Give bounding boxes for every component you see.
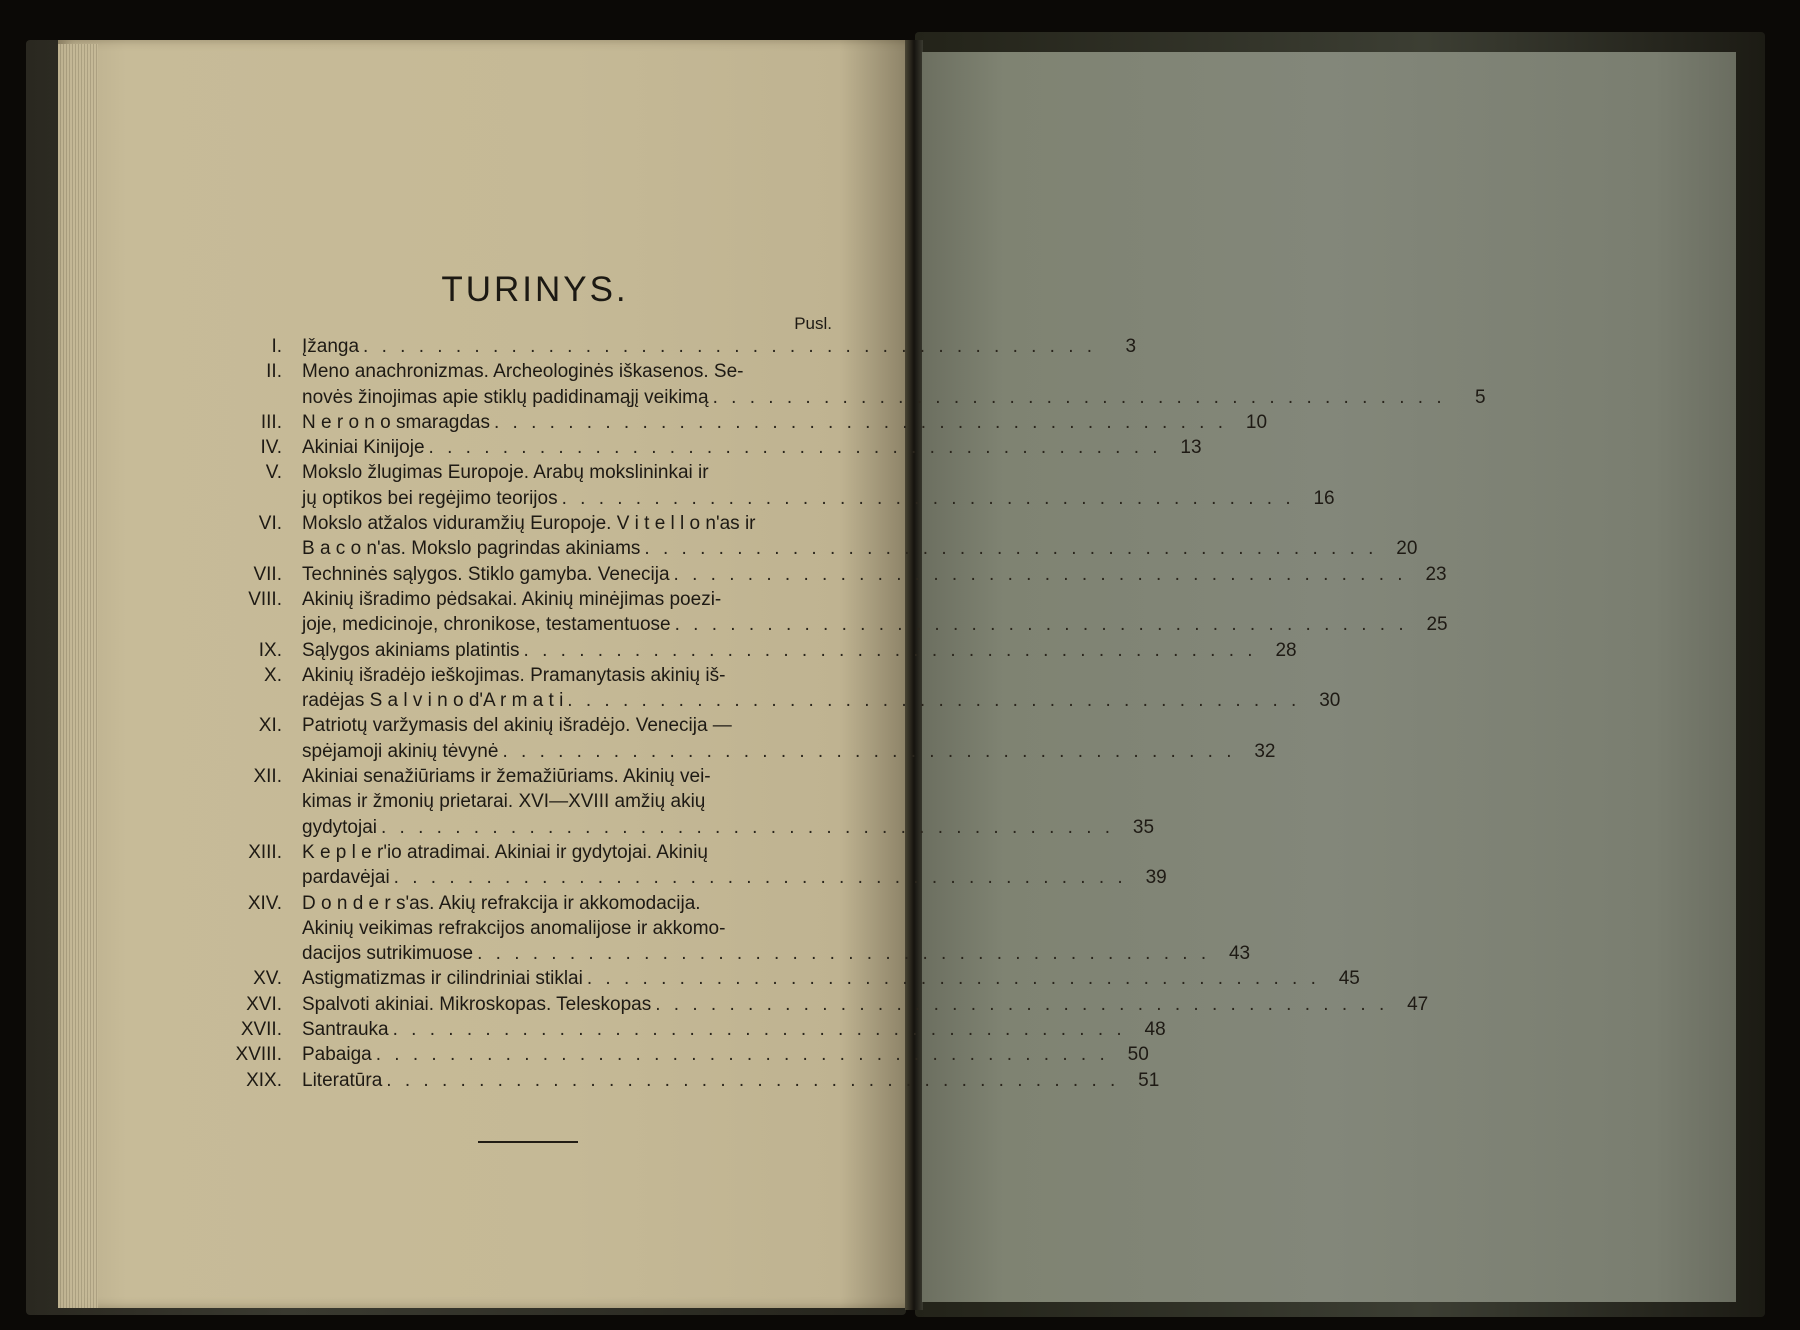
- toc-entry: [200, 359, 1486, 410]
- chapter-number: III.: [260, 411, 282, 433]
- chapter-number: XVI.: [246, 993, 282, 1015]
- page-number: 35: [1132, 816, 1155, 838]
- toc-entry: [200, 663, 1341, 714]
- chapter-title: [302, 385, 1446, 410]
- toc-entry-line: [200, 815, 1155, 840]
- chapter-title: [302, 638, 1257, 663]
- chapter-title: Mokslo atžalos viduramžių Europoje. V i t e l l o n'as ir: [302, 513, 756, 535]
- dot-leader: . . . . . . . . . . . . . . . . . . . . . . . . . . . . . . . . . . . . . . . .: [673, 563, 1407, 585]
- page-number: 43: [1228, 943, 1251, 965]
- chapter-title: kimas ir žmonių prietarai. XVI—XVIII amžių akių: [302, 791, 706, 813]
- chapter-title: [302, 739, 1235, 764]
- chapter-title: [302, 941, 1210, 966]
- toc-entry-line: [200, 435, 1202, 460]
- dot-leader: . . . . . . . . . . . . . . . . . . . . . . . . . . . . . . . . . . . . . . . .: [375, 1044, 1109, 1066]
- chapter-title-text: Astigmatizmas ir cilindriniai stiklai: [302, 968, 583, 990]
- dot-leader: . . . . . . . . . . . . . . . . . . . . . . . . . . . . . . . . . . . . . . . .: [393, 867, 1127, 889]
- toc-entry-line: [200, 587, 840, 612]
- chapter-number: XVII.: [240, 1019, 282, 1041]
- page-number: 39: [1145, 867, 1167, 889]
- chapter-title-text: pardavėjai: [302, 867, 390, 889]
- toc-entry-line: [200, 941, 1251, 966]
- toc-entry-line: [200, 359, 840, 384]
- toc-entry: [200, 1068, 1160, 1093]
- chapter-title-text: jų optikos bei regėjimo teorijos: [302, 487, 558, 509]
- toc-entry-line: [200, 410, 1268, 435]
- page-number: 3: [1125, 336, 1137, 357]
- chapter-title-text: spėjamoji akinių tėvynė: [302, 740, 499, 762]
- chapter-title: Akinių veikimas refrakcijos anomalijose ir akkomo-: [302, 917, 726, 939]
- toc-entry: [200, 587, 1448, 638]
- toc-entry-line: [200, 1042, 1149, 1067]
- toc-entry: [200, 992, 1429, 1017]
- toc-entry-line: [200, 334, 1137, 359]
- chapter-title: [302, 536, 1377, 561]
- chapter-number: IX.: [258, 639, 282, 661]
- chapter-title-text: gydytojai: [302, 816, 377, 838]
- page-number: 48: [1144, 1019, 1166, 1041]
- dot-leader: . . . . . . . . . . . . . . . . . . . . . . . . . . . . . . . . . . . . . . . .: [386, 1069, 1120, 1091]
- chapter-title-text: Santrauka: [302, 1019, 389, 1041]
- chapter-number: II.: [266, 361, 282, 383]
- page-number: 30: [1319, 690, 1341, 712]
- dot-leader: . . . . . . . . . . . . . . . . . . . . . . . . . . . . . . . . . . . . . . . .: [712, 386, 1446, 408]
- chapter-title-text: Pabaiga: [302, 1044, 372, 1066]
- toc-entry: [200, 764, 1155, 840]
- chapter-number: I.: [271, 336, 282, 357]
- chapter-title: Patriotų varžymasis del akinių išradėjo. Venecija —: [302, 715, 732, 737]
- chapter-number: V.: [265, 462, 282, 484]
- chapter-title: K e p l e r'io atradimai. Akiniai ir gydytojai. Akinių: [302, 841, 708, 863]
- chapter-number: XVIII.: [235, 1044, 282, 1066]
- toc-entry: [200, 435, 1202, 460]
- toc-entry: [200, 511, 1418, 562]
- dot-leader: . . . . . . . . . . . . . . . . . . . . . . . . . . . . . . . . . . . . . . . .: [477, 943, 1211, 965]
- toc-entry: [200, 562, 1447, 587]
- chapter-number: XIII.: [248, 841, 282, 863]
- dot-leader: . . . . . . . . . . . . . . . . . . . . . . . . . . . . . . . . . . . . . . . .: [567, 690, 1301, 712]
- toc-entry-line: [200, 536, 1418, 561]
- page-number: 20: [1396, 538, 1418, 560]
- toc-entry-line: [200, 638, 1297, 663]
- page-number: 47: [1407, 993, 1429, 1015]
- dot-leader: . . . . . . . . . . . . . . . . . . . . . . . . . . . . . . . . . . . . . . . .: [655, 993, 1389, 1015]
- chapter-title: [302, 410, 1227, 435]
- chapter-title: [302, 992, 1388, 1017]
- closing-rule: [478, 1141, 578, 1143]
- chapter-title: [302, 334, 1096, 359]
- chapter-title-text: Literatūra: [302, 1069, 383, 1091]
- chapter-title-text: N e r o n o smaragdas: [302, 411, 490, 433]
- right-page-blank: [922, 52, 1736, 1302]
- toc-entry-line: [200, 713, 840, 738]
- page-number: 13: [1180, 437, 1202, 459]
- chapter-title: [302, 562, 1407, 587]
- toc-entry-line: [200, 789, 840, 814]
- toc-entry-line: [200, 992, 1429, 1017]
- chapter-number: XIV.: [247, 892, 282, 914]
- toc-entry-line: [200, 688, 1341, 713]
- chapter-title: [302, 1068, 1119, 1093]
- toc-entry-line: [200, 486, 1335, 511]
- toc-entry-line: [200, 891, 840, 916]
- chapter-title-text: B a c o n'as. Mokslo pagrindas akiniams: [302, 538, 641, 560]
- book-gutter: [905, 40, 923, 1310]
- toc-entry-line: [200, 840, 840, 865]
- toc-entry: [200, 1017, 1166, 1042]
- chapter-title: Akinių išradėjo ieškojimas. Pramanytasis akinių iš-: [302, 664, 726, 686]
- chapter-number: IV.: [260, 437, 282, 459]
- chapter-title: [302, 966, 1320, 991]
- chapter-number: VI.: [258, 513, 282, 535]
- toc-entry-line: [200, 739, 1276, 764]
- chapter-title: Akinių išradimo pėdsakai. Akinių minėjimas poezi-: [302, 588, 722, 610]
- toc-entry: [200, 840, 1167, 891]
- chapter-title: D o n d e r s'as. Akių refrakcija ir akkomodacija.: [302, 892, 701, 914]
- dot-leader: . . . . . . . . . . . . . . . . . . . . . . . . . . . . . . . . . . . . . . . .: [381, 816, 1115, 838]
- dot-leader: . . . . . . . . . . . . . . . . . . . . . . . . . . . . . . . . . . . . . . . .: [493, 411, 1228, 433]
- page-number: 5: [1475, 386, 1486, 408]
- chapter-title: [302, 688, 1300, 713]
- dot-leader: . . . . . . . . . . . . . . . . . . . . . . . . . . . . . . . . . . . . . . . .: [523, 639, 1257, 661]
- chapter-title: [302, 435, 1162, 460]
- chapter-number: XV.: [253, 968, 282, 990]
- toc-entry: [200, 713, 1276, 764]
- dot-leader: . . . . . . . . . . . . . . . . . . . . . . . . . . . . . . . . . . . . . . . .: [363, 336, 1097, 357]
- toc-entry-line: [200, 460, 840, 485]
- page-number: 32: [1254, 740, 1276, 762]
- chapter-title-text: Akiniai Kinijoje: [302, 437, 425, 459]
- chapter-title: Mokslo žlugimas Europoje. Arabų mokslininkai ir: [302, 462, 709, 484]
- toc-entry-line: [200, 1068, 1160, 1093]
- chapter-title-text: Techninės sąlygos. Stiklo gamyba. Venecija: [302, 563, 670, 585]
- chapter-title: Akiniai senažiūriams ir žemažiūriams. Akinių vei-: [302, 766, 711, 788]
- toc-entry-line: [200, 562, 1447, 587]
- toc-entry-line: [200, 865, 1167, 890]
- page-number: 28: [1275, 639, 1297, 661]
- chapter-number: X.: [264, 664, 282, 686]
- dot-leader: . . . . . . . . . . . . . . . . . . . . . . . . . . . . . . . . . . . . . . . .: [502, 740, 1236, 762]
- dot-leader: . . . . . . . . . . . . . . . . . . . . . . . . . . . . . . . . . . . . . . . .: [428, 437, 1162, 459]
- page-number: 23: [1425, 563, 1447, 585]
- table-of-contents: [200, 270, 1486, 1093]
- chapter-title: [302, 815, 1114, 840]
- toc-entry-line: [200, 1017, 1166, 1042]
- chapter-title-text: Sąlygos akiniams platintis: [302, 639, 520, 661]
- toc-entry: [200, 638, 1297, 663]
- dot-leader: . . . . . . . . . . . . . . . . . . . . . . . . . . . . . . . . . . . . . . . .: [586, 968, 1320, 990]
- chapter-title-text: novės žinojimas apie stiklų padidinamąjį veikimą: [302, 386, 709, 408]
- page-number: 16: [1313, 487, 1335, 509]
- chapter-number: VII.: [253, 563, 282, 585]
- chapter-title: [302, 612, 1408, 637]
- chapter-title: [302, 865, 1127, 890]
- page-number: 45: [1338, 968, 1360, 990]
- toc-entry: [200, 891, 1251, 967]
- chapter-number: XIX.: [246, 1069, 282, 1091]
- chapter-number: VIII.: [248, 588, 282, 610]
- toc-entry: [200, 1042, 1149, 1067]
- dot-leader: . . . . . . . . . . . . . . . . . . . . . . . . . . . . . . . . . . . . . . . .: [644, 538, 1378, 560]
- toc-entry-line: [200, 663, 840, 688]
- chapter-title-text: dacijos sutrikimuose: [302, 943, 474, 965]
- chapter-title-text: Įžanga: [302, 336, 360, 357]
- page-number: 25: [1426, 614, 1448, 636]
- page-column-header: Pusl.: [794, 314, 832, 333]
- dot-leader: . . . . . . . . . . . . . . . . . . . . . . . . . . . . . . . . . . . . . . . .: [561, 487, 1295, 509]
- chapter-title: [302, 1017, 1126, 1042]
- chapter-number: XII.: [253, 766, 282, 788]
- chapter-title: [302, 1042, 1109, 1067]
- chapter-title: Meno anachronizmas. Archeologinės iškasenos. Se-: [302, 361, 744, 383]
- page-number: 50: [1127, 1044, 1149, 1066]
- toc-title: TURINYS.: [441, 270, 629, 309]
- page-number: 51: [1138, 1069, 1160, 1091]
- toc-entry-line: [200, 385, 1486, 410]
- toc-entry: [200, 410, 1268, 435]
- dot-leader: . . . . . . . . . . . . . . . . . . . . . . . . . . . . . . . . . . . . . . . .: [674, 614, 1408, 636]
- toc-entry-line: [200, 916, 840, 941]
- dot-leader: . . . . . . . . . . . . . . . . . . . . . . . . . . . . . . . . . . . . . . . .: [392, 1019, 1126, 1041]
- toc-entry-line: [200, 511, 840, 536]
- page-edges: [58, 44, 98, 1308]
- chapter-title-text: joje, medicinoje, chronikose, testamentuose: [302, 614, 671, 636]
- chapter-number: XI.: [258, 715, 282, 737]
- toc-entries: [200, 334, 1486, 1093]
- toc-entry-line: [200, 612, 1448, 637]
- page-number: 10: [1245, 411, 1268, 433]
- chapter-title-text: radėjas S a l v i n o d'A r m a t i: [302, 690, 564, 712]
- toc-entry-line: [200, 966, 1360, 991]
- toc-entry: [200, 334, 1137, 359]
- toc-entry: [200, 460, 1335, 511]
- toc-entry: [200, 966, 1360, 991]
- chapter-title-text: Spalvoti akiniai. Mikroskopas. Teleskopas: [302, 993, 652, 1015]
- chapter-title: [302, 486, 1295, 511]
- toc-entry-line: [200, 764, 840, 789]
